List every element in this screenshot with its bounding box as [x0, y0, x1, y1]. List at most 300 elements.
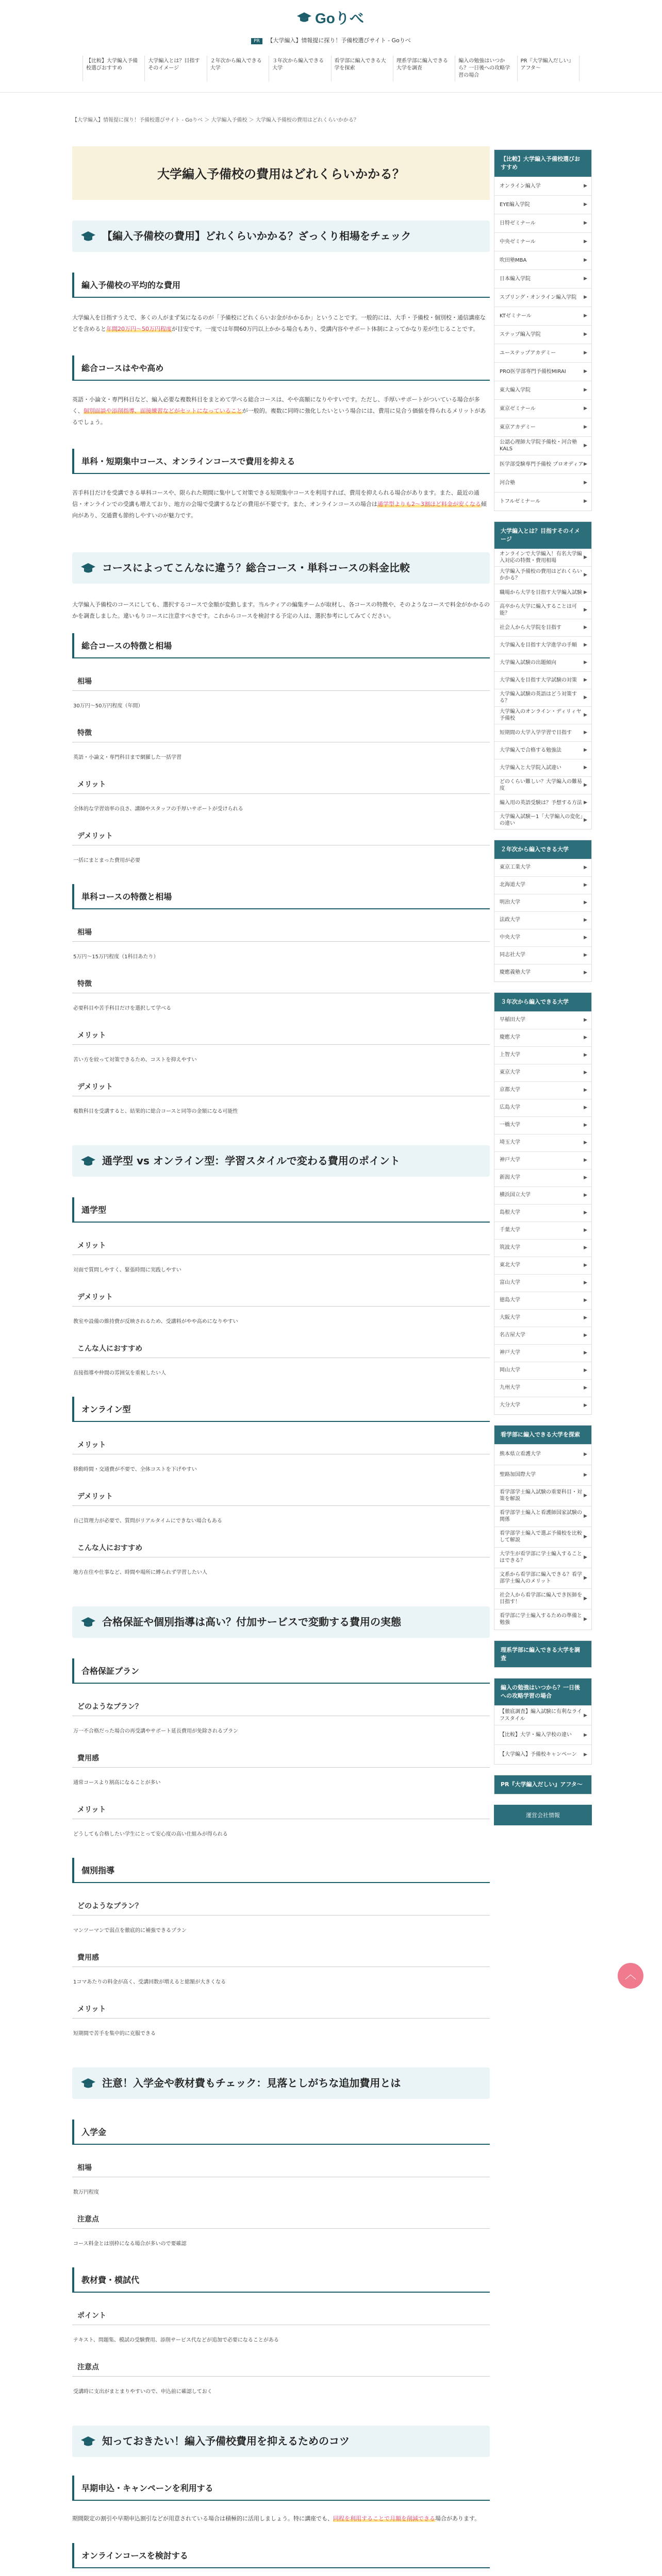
- item-text: 全体的な学習効率の良さ、講師やスタッフの手厚いサポートが受けられる: [73, 806, 243, 812]
- sidebar-link[interactable]: [494, 1187, 591, 1204]
- sidebar-link-label: 北海道大学: [500, 882, 525, 888]
- sidebar-link[interactable]: [494, 195, 591, 214]
- sidebar-link-label: 名古屋大学: [500, 1332, 525, 1338]
- paragraph: [72, 312, 490, 335]
- item-text: 一括にまとまった費用が必要: [73, 858, 140, 863]
- sidebar-link[interactable]: [494, 362, 591, 381]
- item-text: テキスト、問題集、模試の受験費用、添削サービス代などが追加で必要になることがある: [73, 2337, 279, 2343]
- chevron-right-icon: ▶: [584, 295, 587, 300]
- chevron-right-icon: ▶: [584, 1513, 587, 1519]
- chevron-right-icon: ▶: [584, 1368, 587, 1374]
- gnav-item[interactable]: PR『大学編入だしい』アフタ～: [518, 56, 580, 81]
- item-text: 自己管理力が必要で、質問がリアルタイムにできない場合もある: [73, 1518, 222, 1524]
- sidebar-link[interactable]: [494, 214, 591, 232]
- sidebar-link-label: 明治大学: [500, 900, 520, 906]
- chevron-right-icon: ▶: [584, 818, 587, 823]
- sidebar-link[interactable]: [494, 859, 591, 876]
- chevron-right-icon: ▶: [584, 1105, 587, 1111]
- sidebar-link-label: 岡山大学: [500, 1367, 520, 1374]
- paragraph: [72, 394, 490, 428]
- logo-text: Goりべ: [315, 10, 364, 26]
- site-logo[interactable]: [296, 7, 364, 28]
- paragraph: [72, 487, 490, 521]
- chevron-right-icon: ▶: [584, 660, 587, 666]
- sidebar-box-heading[interactable]: 看学部に編入できる大学を探索: [494, 1426, 591, 1444]
- chevron-right-icon: ▶: [584, 1263, 587, 1268]
- sidebar-link-label: 編入用の英語受験は？予想する方法: [500, 800, 582, 806]
- subsection-heading: オンラインコースを検討する: [72, 2543, 490, 2568]
- item-text: 地方在住や仕事など、時間や場所に縛られず学習したい人: [73, 1570, 207, 1575]
- sidebar-link[interactable]: [494, 549, 591, 566]
- sidebar-link-label: 東京工業大学: [500, 865, 531, 871]
- graduation-cap-icon: [80, 1616, 96, 1629]
- chevron-right-icon: ▶: [584, 462, 587, 467]
- item-heading: 相場: [72, 2158, 490, 2177]
- section-heading-text: 合格保証や個別指導は高い？付加サービスで変動する費用の実態: [102, 1616, 401, 1628]
- sidebar-link-label: 筑波大学: [500, 1245, 520, 1251]
- sidebar-link-label: 慶應大学: [500, 1035, 520, 1041]
- chevron-right-icon: ▶: [584, 713, 587, 718]
- subsection-heading: 早期申込・キャンペーンを利用する: [72, 2476, 490, 2501]
- sidebar-link[interactable]: [494, 1134, 591, 1151]
- item-heading: 相場: [72, 923, 490, 942]
- section-heading-text: 知っておきたい！編入予備校費用を抑えるためのコツ: [102, 2435, 350, 2447]
- item-heading: こんな人におすすめ: [72, 1339, 490, 1358]
- chevron-right-icon: ▶: [584, 590, 587, 596]
- sidebar-link-label: 埼玉大学: [500, 1140, 520, 1146]
- item-heading: こんな人におすすめ: [72, 1538, 490, 1557]
- section-heading-text: 通学型 vs オンライン型：学習スタイルで変わる費用のポイント: [102, 1155, 400, 1167]
- sidebar-link-label: 聖路加国際大学: [500, 1472, 536, 1478]
- sidebar-link[interactable]: [494, 671, 591, 689]
- graduation-cap-icon: [80, 2077, 96, 2090]
- sidebar-link[interactable]: [494, 929, 591, 946]
- sidebar-link[interactable]: [494, 741, 591, 759]
- chevron-right-icon: ▶: [584, 1596, 587, 1601]
- item-text: どうしても合格したい学生にとって安心度の高い仕組みが得られる: [73, 1832, 228, 1837]
- highlight-text: 個別面談や添削指導、面接練習などがセットになっていること: [83, 408, 242, 414]
- graduation-cap-icon: [80, 230, 96, 243]
- sidebar-link[interactable]: [494, 1046, 591, 1064]
- sidebar-link-label: 短期間の大学入学学習で目指す: [500, 730, 572, 736]
- chevron-right-icon: ▶: [584, 406, 587, 412]
- sidebar-link[interactable]: [494, 455, 591, 473]
- sidebar-link-label: 大学編入と大学院入試違い: [500, 765, 561, 771]
- chevron-right-icon: ▶: [584, 642, 587, 648]
- item-text: 複数科目を受講すると、結果的に総合コースと同等の金額になる可能性: [73, 1109, 238, 1114]
- item-heading: メリット: [72, 1026, 490, 1045]
- sidebar-link-label: 慶應義塾大学: [500, 970, 531, 976]
- sidebar-box-heading[interactable]: ２年次から編入できる大学: [494, 840, 591, 859]
- paragraph-text: が目安です。一度では年間60万円以上かかる場合もあり、受講内容やサポート体制によってかなり差が生じることです。: [172, 326, 479, 332]
- highlight-text: 年間20万円〜50万円程度: [106, 326, 172, 332]
- subsection-heading: 単科コースの特徴と相場: [72, 884, 490, 909]
- chevron-right-icon: ▶: [584, 1035, 587, 1041]
- sidebar: [494, 149, 592, 1825]
- sidebar-link[interactable]: [494, 1609, 591, 1630]
- sidebar-link-label: 中央大学: [500, 935, 520, 941]
- chevron-right-icon: ▶: [584, 970, 587, 976]
- section-heading: [72, 221, 490, 252]
- sidebar-link-label: 大分大学: [500, 1402, 520, 1409]
- tagline-text: 【大学編入】情報提に探り！予備校選びサイト - Goりべ: [267, 37, 411, 44]
- sidebar-link-label: 医学部受験専門予備校 プロオディア: [500, 461, 584, 467]
- sidebar-link[interactable]: [494, 759, 591, 776]
- item-text: 数万円程度: [73, 2190, 99, 2195]
- highlight-text: 同程を利用することで月額を削減できる: [333, 2515, 435, 2522]
- sidebar-link[interactable]: [494, 1081, 591, 1099]
- sidebar-link[interactable]: [494, 1379, 591, 1397]
- chevron-right-icon: ▶: [584, 1210, 587, 1216]
- sidebar-link[interactable]: [494, 1527, 591, 1547]
- item-text: 短期間で苦手を集中的に克服できる: [73, 2031, 156, 2037]
- sidebar-link[interactable]: [494, 636, 591, 654]
- sidebar-box-heading[interactable]: ３年次から編入できる大学: [494, 993, 591, 1011]
- chevron-right-icon: ▶: [584, 1140, 587, 1146]
- chevron-right-icon: ▶: [584, 1158, 587, 1163]
- chevron-right-icon: ▶: [584, 258, 587, 263]
- sidebar-link[interactable]: [494, 418, 591, 436]
- chevron-right-icon: ▶: [584, 1493, 587, 1498]
- sidebar-link-label: 神戸大学: [500, 1350, 520, 1356]
- sidebar-link[interactable]: [494, 1344, 591, 1362]
- subsection-heading: オンライン型: [72, 1397, 490, 1422]
- chevron-right-icon: ▶: [584, 1053, 587, 1058]
- item-text: 1コマあたりの料金が高く、受講回数が増えると総額が大きくなる: [73, 1979, 226, 1985]
- sidebar-link-label: 東京ゼミナール: [500, 405, 536, 412]
- sidebar-box-heading[interactable]: 理系学部に編入できる大学を調査: [494, 1641, 591, 1668]
- chevron-right-icon: ▶: [584, 1350, 587, 1356]
- sidebar-link[interactable]: [494, 381, 591, 399]
- chevron-right-icon: ▶: [584, 900, 587, 906]
- sidebar-link-label: 文系から看学部に編入できる？看学部学士編入のメリット: [500, 1571, 582, 1585]
- chevron-right-icon: ▶: [584, 480, 587, 486]
- sidebar-link[interactable]: [494, 964, 591, 981]
- sidebar-link[interactable]: [494, 344, 591, 362]
- sidebar-link[interactable]: [494, 911, 591, 929]
- sidebar-link[interactable]: [494, 1169, 591, 1187]
- sidebar-box: [494, 840, 592, 982]
- item-heading: 相場: [72, 672, 490, 691]
- chevron-right-icon: ▶: [584, 350, 587, 356]
- sidebar-link-label: 日本編入学院: [500, 276, 531, 282]
- section-heading: [72, 1606, 490, 1638]
- item-heading: メリット: [72, 1800, 490, 1819]
- sidebar-link-label: オンライン編入学: [500, 183, 541, 189]
- sidebar-link[interactable]: [494, 946, 591, 964]
- sidebar-link-label: 大学編入試験の英語はどう対策する？: [500, 691, 577, 704]
- section-heading: [72, 2067, 490, 2099]
- chevron-right-icon: ▶: [584, 1616, 587, 1622]
- sidebar-link-label: 高卒から大学に編入することは可能？: [500, 603, 577, 617]
- subsection-heading: 通学型: [72, 1197, 490, 1223]
- sidebar-link[interactable]: [494, 399, 591, 418]
- sidebar-link-label: KTゼミナール: [500, 313, 532, 319]
- item-text: 教室や設備の維持費が反映されるため、受講料がやや高めになりやすい: [73, 1319, 238, 1325]
- item-heading: 費用感: [72, 1749, 490, 1768]
- sidebar-link[interactable]: [494, 1465, 591, 1485]
- section-heading: [72, 2426, 490, 2457]
- graduation-cap-icon: [80, 1155, 96, 1167]
- sidebar-link[interactable]: [494, 1327, 591, 1344]
- sidebar-link-label: 【徹底調査】編入試験に有利なライフスタイル: [500, 1709, 582, 1722]
- item-heading: デメリット: [72, 826, 490, 845]
- sidebar-link[interactable]: [494, 1547, 591, 1568]
- sidebar-link[interactable]: [494, 1011, 591, 1029]
- sidebar-link[interactable]: [494, 1029, 591, 1046]
- chevron-right-icon: ▶: [584, 1245, 587, 1251]
- sidebar-link-label: 看学部学士編入試験の重要科目・対策を解説: [500, 1489, 582, 1502]
- sidebar-link-label: 大学編入のオンライン・ディリィヤ予備校: [500, 708, 582, 722]
- gnav-item[interactable]: 大学編入とは？目指すそのイメージ: [145, 56, 207, 81]
- item-text: 英語・小論文・専門科目まで網羅した一括学習: [73, 755, 181, 760]
- paragraph-text: 大学編入を目指すうえで、多くの人がまず気になるのが「予備校にどれくらいお金がかかるか」ということです。一般的には、大手・予備校・個別校・通信講座などを含めると: [72, 314, 486, 332]
- sidebar-link-label: 【比較】大学・編入学校の違い: [500, 1732, 572, 1738]
- item-text: 苦い方を絞って対策できるため、コストを抑えやすい: [73, 1057, 197, 1063]
- sidebar-link[interactable]: [494, 654, 591, 671]
- chevron-right-icon: ▶: [584, 1732, 587, 1738]
- sidebar-link-label: 上智大学: [500, 1052, 520, 1058]
- chevron-right-icon: ▶: [584, 555, 587, 561]
- chevron-right-icon: ▶: [584, 202, 587, 208]
- sidebar-link-label: 看学部学士編入と看護師国家試験の関係: [500, 1510, 582, 1523]
- chevron-right-icon: ▶: [584, 1193, 587, 1198]
- sidebar-link-label: 千葉大学: [500, 1227, 520, 1233]
- item-heading: 注意点: [72, 2210, 490, 2229]
- chevron-right-icon: ▶: [584, 332, 587, 337]
- sidebar-link-label: 看学部に学士編入するための準備と勉強: [500, 1613, 582, 1626]
- sidebar-link-label: 富山大学: [500, 1280, 520, 1286]
- sidebar-link[interactable]: [494, 1725, 591, 1744]
- chevron-right-icon: ▶: [584, 935, 587, 941]
- chevron-right-icon: ▶: [584, 883, 587, 888]
- chevron-right-icon: ▶: [584, 1472, 587, 1478]
- sidebar-link[interactable]: [494, 1292, 591, 1309]
- sidebar-link[interactable]: [494, 1239, 591, 1257]
- item-heading: メリット: [72, 1435, 490, 1454]
- sidebar-box-heading[interactable]: 【比較】大学編入予備校選びおすすめ: [494, 150, 591, 177]
- item-heading: 注意点: [72, 2358, 490, 2377]
- chevron-right-icon: ▶: [584, 1070, 587, 1076]
- sidebar-link[interactable]: [494, 1204, 591, 1222]
- chevron-right-icon: ▶: [584, 783, 587, 788]
- sidebar-link[interactable]: [494, 1151, 591, 1169]
- sidebar-link[interactable]: [494, 706, 591, 724]
- sidebar-link[interactable]: [494, 288, 591, 307]
- sidebar-link-label: 大学編入試験ー1「大学編入の変化」の違い: [500, 814, 583, 827]
- sidebar-link-label: 神戸大学: [500, 1157, 520, 1163]
- global-nav: [82, 56, 580, 81]
- sidebar-link-label: 大学編入を目指す大学進学の手順: [500, 642, 577, 648]
- gnav-item[interactable]: ３年次から編入できる大学: [269, 56, 331, 81]
- sidebar-link[interactable]: [494, 1116, 591, 1134]
- subsection-heading: 入学金: [72, 2120, 490, 2145]
- gnav-item[interactable]: 【比較】大学編入予備校選びおすすめ: [82, 56, 145, 81]
- item-heading: メリット: [72, 1236, 490, 1255]
- graduation-cap-icon: [80, 562, 96, 574]
- chevron-right-icon: ▶: [584, 918, 587, 923]
- graduation-cap-icon: [296, 11, 312, 24]
- page-title: 大学編入予備校の費用はどれくらいかかる？: [72, 146, 490, 200]
- sidebar-box-heading[interactable]: 編入の勉強はいつから？一日後への攻略学習の場合: [494, 1679, 591, 1705]
- sidebar-link-label: 社会人から大学院を目指す: [500, 624, 561, 631]
- sidebar-link[interactable]: [494, 1099, 591, 1116]
- chevron-right-icon: ▶: [584, 1333, 587, 1338]
- operator-info-button[interactable]: 運営会社情報: [494, 1805, 592, 1825]
- sidebar-link[interactable]: [494, 776, 591, 794]
- chevron-right-icon: ▶: [584, 1123, 587, 1128]
- sidebar-link-label: 中央ゼミナール: [500, 239, 536, 245]
- sidebar-link[interactable]: [494, 1506, 591, 1527]
- paragraph-text: が一般的。複数に同時に強化したいという場合には、費用に見合う価値を得られるメリットがあるでしょう。: [72, 408, 486, 426]
- gnav-item[interactable]: 看学部に編入できる大学を探索: [332, 56, 393, 81]
- chevron-right-icon: ▶: [584, 1228, 587, 1233]
- sidebar-link-label: オンラインで大学編入！有名大学編入対応の特徴・費用相場: [500, 551, 582, 564]
- sidebar-link-label: 法政大学: [500, 917, 520, 923]
- sidebar-link-label: 島根大学: [500, 1210, 520, 1216]
- sidebar-link[interactable]: [494, 1309, 591, 1327]
- sidebar-link[interactable]: [494, 251, 591, 269]
- sidebar-link[interactable]: [494, 232, 591, 251]
- sidebar-link-label: 新潟大学: [500, 1175, 520, 1181]
- sidebar-link[interactable]: [494, 1705, 591, 1725]
- sidebar-link[interactable]: [494, 584, 591, 601]
- sidebar-link-label: スプリング・オンライン編入学院: [500, 294, 577, 300]
- chevron-right-icon: ▶: [584, 572, 587, 578]
- chevron-right-icon: ▶: [584, 387, 587, 393]
- sidebar-link[interactable]: [494, 566, 591, 584]
- paragraph-text: 期間限定の割引や早期申込割引などが用意されている場合は積極的に活用しましょう。特に講座でも、: [72, 2515, 333, 2522]
- sidebar-link-label: 東大編入学院: [500, 387, 531, 393]
- sidebar-link[interactable]: [494, 601, 591, 619]
- sidebar-link[interactable]: [494, 1257, 591, 1274]
- item-text: マンツーマンで弱点を徹底的に補強できるプラン: [73, 1928, 187, 1934]
- chevron-right-icon: ▶: [584, 1018, 587, 1023]
- paragraph-text: 英語・小論文・専門科目など、編入必要な複数科目をまとめて学べる総合コースは、やや高額になりやすいです。ただし、手厚いサポートがついている場合が多く、: [72, 396, 480, 414]
- section-heading-text: 【編入予備校の費用】どれくらいかかる？ざっくり相場をチェック: [102, 230, 411, 242]
- item-text: 万一不合格だった場合の再受講やサポート延長費用が免除されるプラン: [73, 1728, 238, 1734]
- item-heading: 特徴: [72, 974, 490, 993]
- chevron-right-icon: ▶: [584, 443, 587, 449]
- sidebar-link-label: 九州大学: [500, 1385, 520, 1391]
- graduation-cap-icon: [80, 2435, 96, 2448]
- breadcrumb[interactable]: 【大学編入】情報提に探り！予備校選びサイト - Goりべ ＞ 大学編入予備校 ＞ 大学編入予備校の費用はどれくらいかかる？: [72, 117, 359, 123]
- subsection-heading: 総合コースはやや高め: [72, 355, 490, 381]
- sidebar-link[interactable]: [494, 436, 591, 455]
- chevron-right-icon: ▶: [584, 425, 587, 430]
- paragraph: 大学編入予備校のコースにしても、選択するコースで金額が変動します。当ルティアの編集チームが取材し、各コースの特徴や、そのようなコースで料金がかかるのかを調査しました。違いもりコースに注意すべきです。これからコースを検討する予定の人は、選択参考にしてみてください。: [72, 601, 490, 619]
- sidebar-link[interactable]: [494, 177, 591, 195]
- sidebar-link-label: トフルゼミナール: [500, 498, 541, 504]
- chevron-right-icon: ▶: [584, 625, 587, 631]
- sidebar-link-label: 看学部学士編入で選ぶ予備校を比較して解説: [500, 1530, 582, 1544]
- sidebar-link[interactable]: [494, 492, 591, 511]
- sidebar-box-heading[interactable]: 大学編入とは？目指すそのイメージ: [494, 522, 591, 549]
- sidebar-link-label: 大学編入で合格する勉強法: [500, 747, 561, 753]
- sidebar-link[interactable]: [494, 307, 591, 325]
- sidebar-link[interactable]: [494, 811, 591, 829]
- item-text: 直接指導や仲間の雰囲気を重視したい人: [73, 1370, 166, 1376]
- subsection-heading: 教材費・模試代: [72, 2267, 490, 2293]
- item-heading: どのようなプラン？: [72, 1697, 490, 1716]
- highlight-text: 通学型よりも2〜3割ほど料金が安くなる: [377, 501, 481, 507]
- chevron-right-icon: ▶: [584, 276, 587, 282]
- sidebar-link-label: 職場から大学を目指す大学編入試験: [500, 589, 582, 596]
- item-heading: どのようなプラン？: [72, 1896, 490, 1916]
- sidebar-link[interactable]: [494, 473, 591, 492]
- sidebar-link[interactable]: [494, 1444, 591, 1465]
- sidebar-box: [494, 521, 592, 829]
- sidebar-link[interactable]: [494, 1744, 591, 1764]
- item-heading: デメリット: [72, 1487, 490, 1506]
- chevron-right-icon: ▶: [584, 1088, 587, 1093]
- sidebar-link[interactable]: [494, 794, 591, 811]
- sidebar-box: [494, 1678, 592, 1765]
- sidebar-link-label: 公認心理師大学院予備校・河合塾KALS: [500, 439, 577, 452]
- item-heading: メリット: [72, 1999, 490, 2019]
- item-text: 30万円〜50万円程度（年間）: [73, 703, 143, 709]
- sidebar-link[interactable]: [494, 1064, 591, 1081]
- sidebar-link-label: 社会人から看学部に編入でき医師を目指す！: [500, 1592, 582, 1605]
- gnav-item[interactable]: 編入の勉強はいつから？一日後への攻略学習の場合: [455, 56, 517, 81]
- gnav-item[interactable]: ２年次から編入できる大学: [207, 56, 269, 81]
- sidebar-link[interactable]: [494, 894, 591, 911]
- tagline: [0, 36, 662, 44]
- chevron-right-icon: ▶: [584, 1315, 587, 1321]
- item-text: 対面で質問しやすく、緊張時間に実践しやすい: [73, 1267, 181, 1273]
- sidebar-link[interactable]: [494, 619, 591, 636]
- article-main: [72, 139, 490, 2576]
- chevron-right-icon: ▶: [584, 1175, 587, 1181]
- sidebar-link[interactable]: [494, 1222, 591, 1239]
- sidebar-link-label: 一橋大学: [500, 1122, 520, 1128]
- sidebar-link[interactable]: [494, 1588, 591, 1609]
- item-heading: ポイント: [72, 2306, 490, 2325]
- sidebar-link[interactable]: [494, 689, 591, 706]
- sidebar-link[interactable]: [494, 1568, 591, 1588]
- item-text: 5万円〜15万円程度（1科目あたり）: [73, 954, 159, 960]
- sidebar-link[interactable]: [494, 1397, 591, 1414]
- sidebar-box: [494, 992, 592, 1415]
- chevron-right-icon: ▶: [584, 748, 587, 753]
- sidebar-link-label: EYE編入学院: [500, 201, 530, 208]
- chevron-right-icon: ▶: [584, 730, 587, 736]
- back-to-top-button[interactable]: ︿: [618, 1963, 643, 1989]
- sidebar-link-label: どのくらい難しい？大学編入の難易度: [500, 778, 582, 792]
- item-text: 受講時に支出がまとまりやすいので、申込前に確認しておく: [73, 2389, 212, 2395]
- sidebar-pr-link[interactable]: PR『大学編入だしい』アフタ～: [494, 1775, 591, 1794]
- chevron-right-icon: ▶: [584, 865, 587, 871]
- sidebar-link-label: 大阪大学: [500, 1315, 520, 1321]
- sidebar-link[interactable]: [494, 1274, 591, 1292]
- sidebar-link[interactable]: [494, 269, 591, 288]
- sidebar-link[interactable]: [494, 1362, 591, 1379]
- item-text: 通常コースより割高になることが多い: [73, 1780, 161, 1786]
- gnav-item[interactable]: 理系学部に編入できる大学を調査: [393, 56, 455, 81]
- section-heading: [72, 552, 490, 584]
- chevron-right-icon: ▶: [584, 1575, 587, 1581]
- sidebar-link[interactable]: [494, 1485, 591, 1506]
- sidebar-link-label: 大学編入試験の出題傾向: [500, 659, 556, 666]
- item-heading: メリット: [72, 775, 490, 794]
- sidebar-link[interactable]: [494, 325, 591, 344]
- pr-badge: PR: [251, 38, 262, 44]
- item-text: 移動時間・交通費が不要で、全体コストを下げやすい: [73, 1467, 197, 1472]
- sidebar-link[interactable]: [494, 876, 591, 894]
- sidebar-link[interactable]: [494, 724, 591, 741]
- sidebar-link-label: PRO医学部専門予備校MIRAI: [500, 368, 566, 375]
- chevron-right-icon: ▶: [584, 1298, 587, 1303]
